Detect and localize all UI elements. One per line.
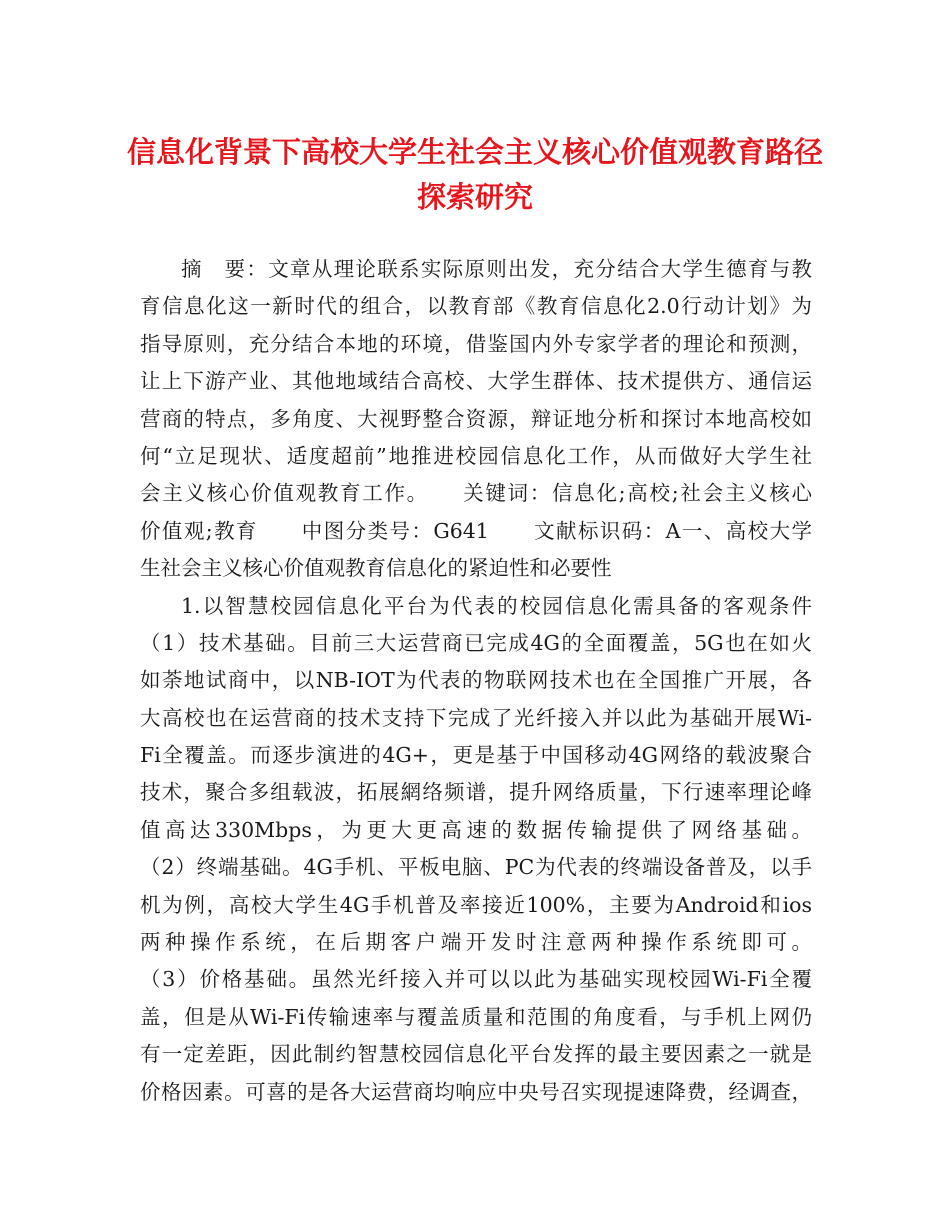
paragraph-line: 盖，但是从Wi-Fi传输速率与覆盖质量和范围的角度看，与手机上网仍 — [140, 1004, 812, 1029]
paragraph-line: 两种操作系统，在后期客户端开发时注意两种操作系统即可。 — [140, 930, 812, 955]
abstract-line: 让上下游产业、其他地域结合高校、大学生群体、技术提供方、通信运 — [140, 369, 812, 394]
paragraph-line: （3）价格基础。虽然光纤接入并可以以此为基础实现校园Wi-Fi全覆 — [140, 967, 812, 992]
paragraph-line: Fi全覆盖。而逐步演进的4G+，更是基于中国移动4G网络的载波聚合 — [140, 743, 812, 768]
paragraph-line: 如荼地试商中，以NB-IOT为代表的物联网技术也在全国推广开展，各 — [140, 668, 812, 693]
paragraph-line: 大高校也在运营商的技术支持下完成了光纤接入并以此为基础开展Wi- — [140, 705, 812, 730]
abstract-line: 摘 要：文章从理论联系实际原则出发，充分结合大学生德育与教 — [181, 257, 812, 281]
section-heading: 生社会主义核心价值观教育信息化的紧迫性和必要性 — [140, 556, 612, 581]
abstract-line: 何“立足现状、适度超前”地推进校园信息化工作，从而做好大学生社 — [140, 443, 812, 468]
keywords-line: 价值观;教育 中图分类号：G641 文献标识码：A一、高校大学 — [140, 518, 812, 543]
document-title-line-1: 信息化背景下高校大学生社会主义核心价值观教育路径 — [126, 135, 823, 169]
abstract-line: 会主义核心价值观教育工作。 关键词：信息化;高校;社会主义核心 — [140, 481, 812, 506]
paragraph-line: 技术，聚合多组载波，拓展網络频谱，提升网络质量，下行速率理论峰 — [140, 780, 812, 805]
paragraph-line: 值高达330Mbps，为更大更高速的数据传输提供了网络基础。 — [140, 817, 812, 842]
paragraph-line: 机为例，高校大学生4G手机普及率接近100%，主要为Android和ios — [140, 892, 812, 917]
document-title-line-2: 探索研究 — [416, 180, 533, 214]
abstract-line: 指导原则，充分结合本地的环境，借鉴国内外专家学者的理论和预测， — [140, 331, 812, 356]
paragraph-line: 价格因素。可喜的是各大运营商均响应中央号召实现提速降费，经调查， — [140, 1079, 812, 1104]
paragraph-line: 有一定差距，因此制约智慧校园信息化平台发挥的最主要因素之一就是 — [140, 1042, 812, 1067]
paragraph-line: （1）技术基础。目前三大运营商已完成4G的全面覆盖，5G也在如火 — [140, 630, 812, 655]
abstract-line: 营商的特点，多角度、大视野整合资源，辩证地分析和探讨本地高校如 — [140, 406, 812, 431]
subsection-heading: 1.以智慧校园信息化平台为代表的校园信息化需具备的客观条件 — [181, 593, 812, 618]
paragraph-line: （2）终端基础。4G手机、平板电脑、PC为代表的终端设备普及，以手 — [140, 855, 812, 880]
abstract-line: 育信息化这一新时代的组合，以教育部《教育信息化2.0行动计划》为 — [140, 294, 812, 319]
document-body — [140, 251, 812, 1111]
